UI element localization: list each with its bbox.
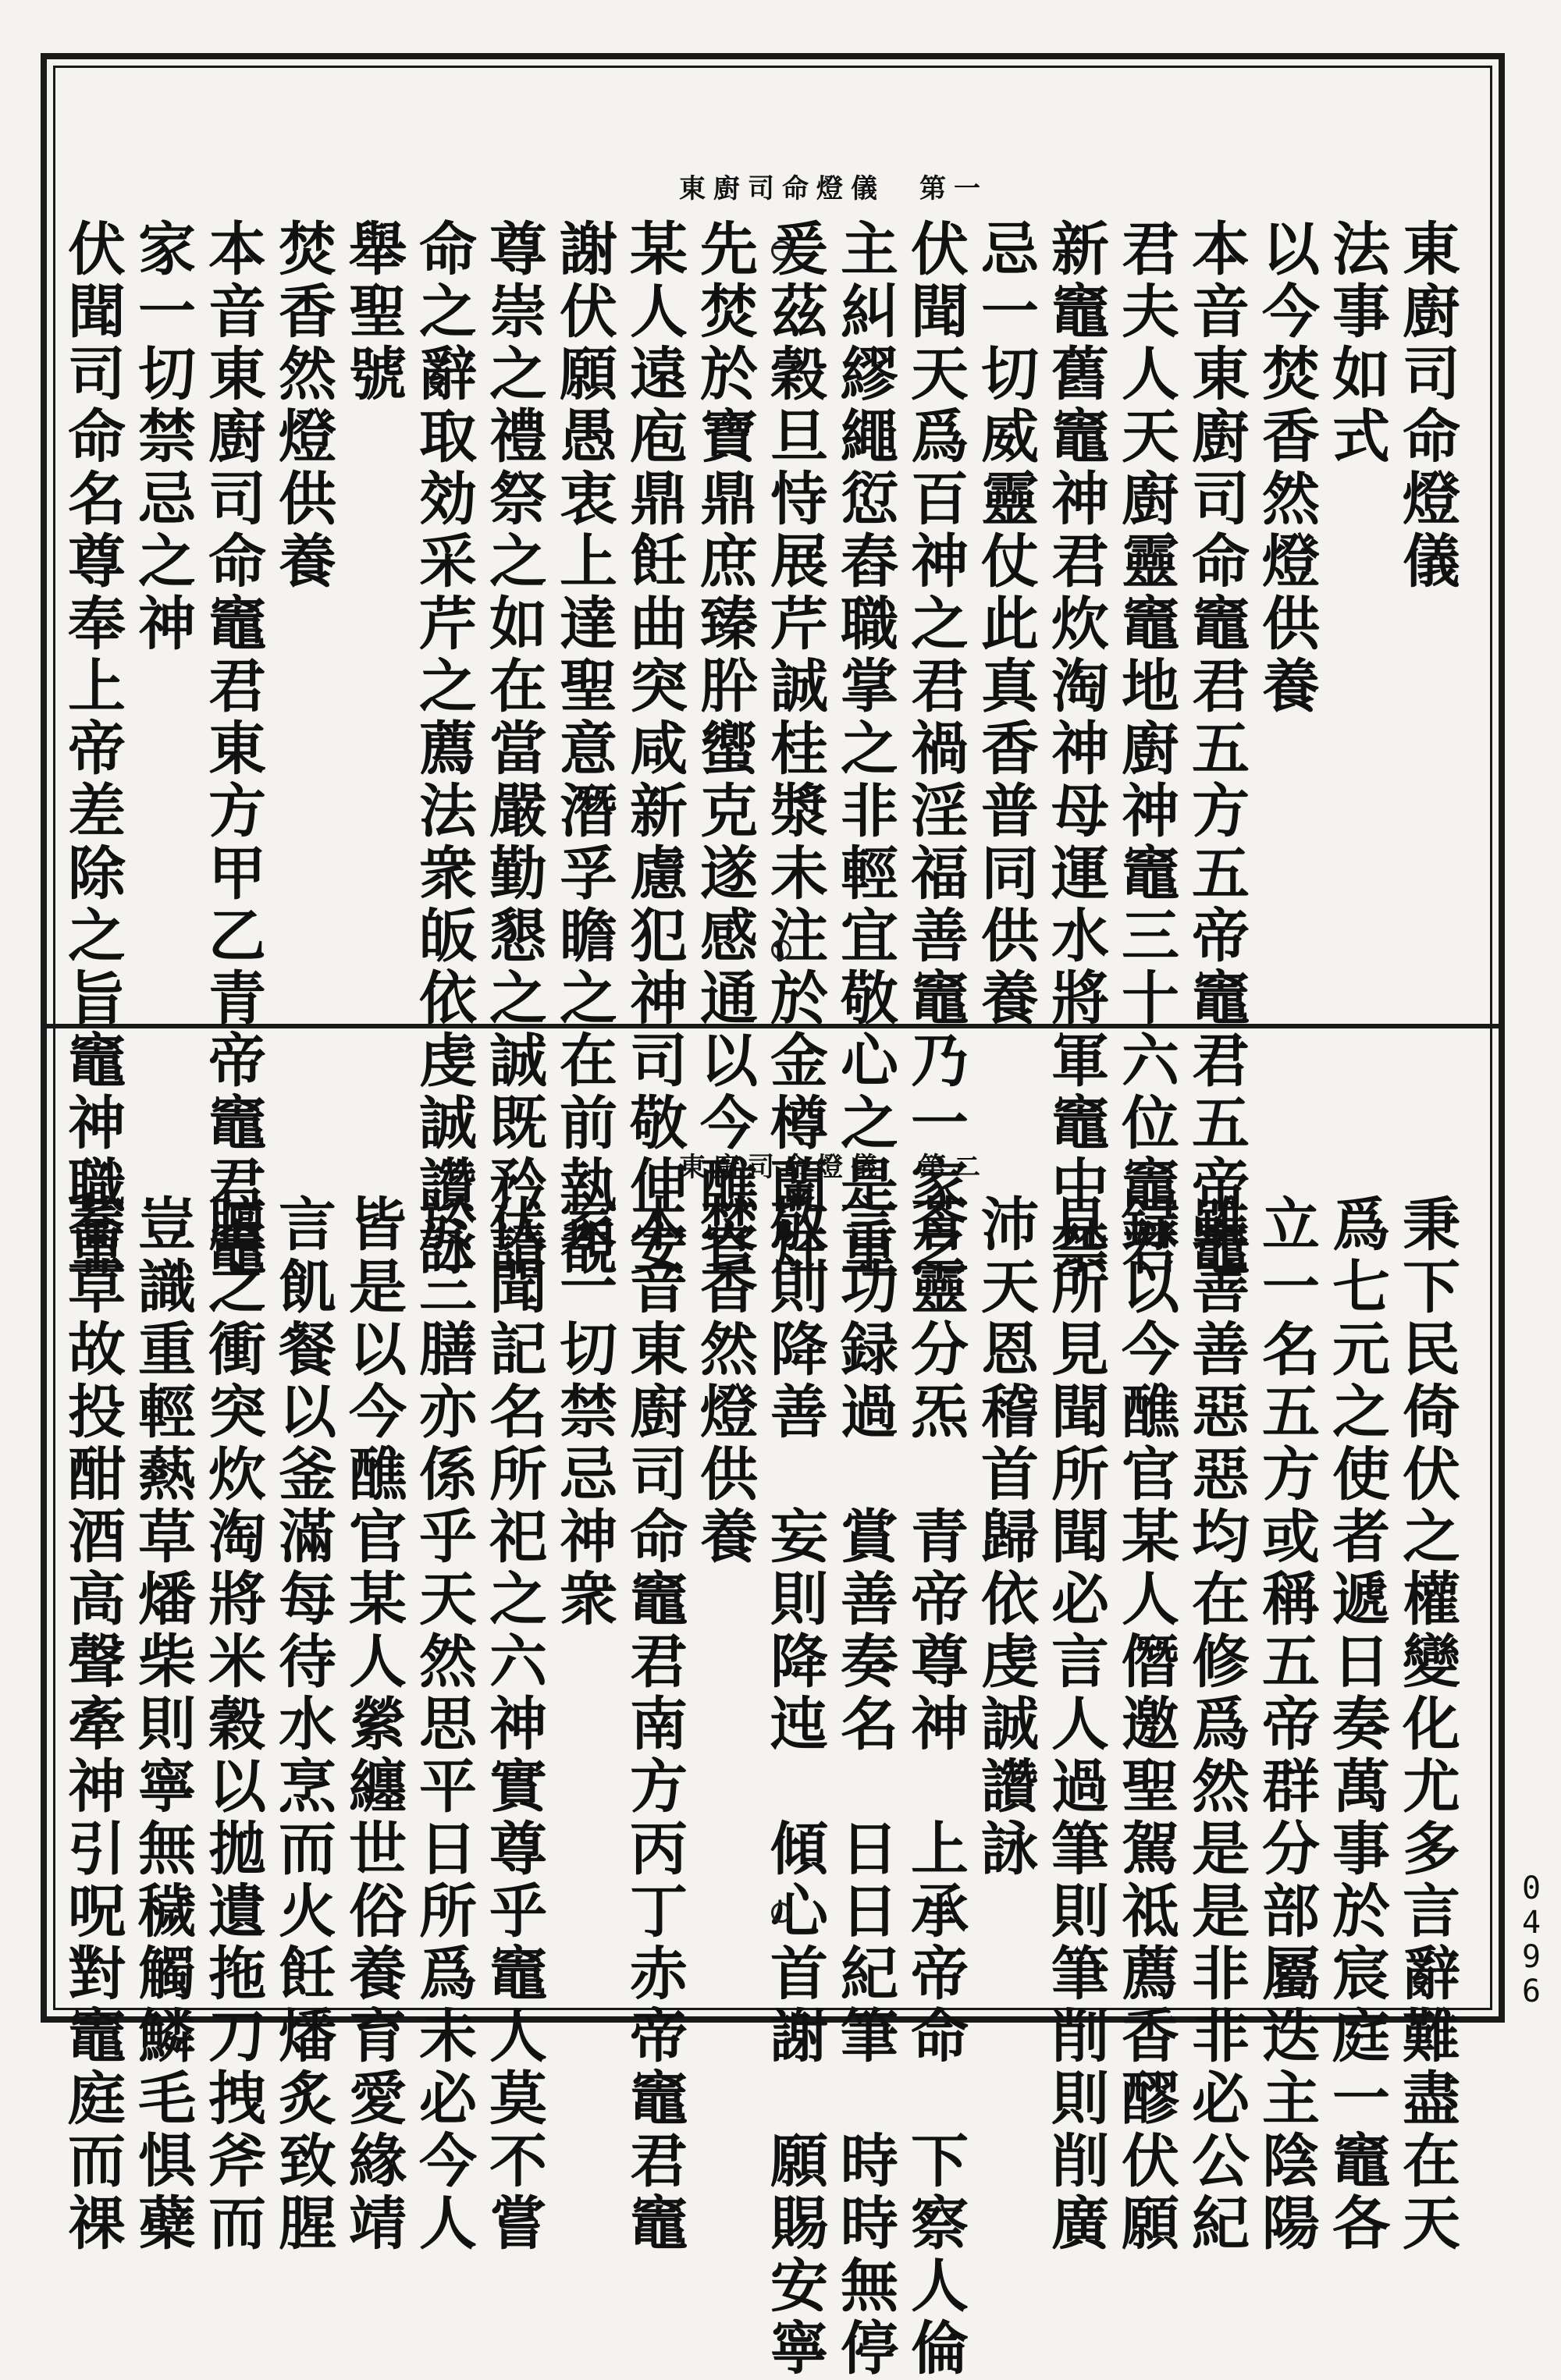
text-column: 某人遠庖鼎飪曲突咸新慮犯神司敬伸安 — [620, 218, 688, 1280]
text-column: 新竈舊竈神君炊淘神母運水將軍竈中禁 — [1042, 218, 1109, 1280]
text-column: 本音東廚司命竈君東方甲乙青帝竈君竈 — [199, 218, 266, 1280]
text-column: 於三膳亦係乎天然思平日所爲未必今人 — [410, 1194, 477, 2255]
page-header-top: 東廚司命燈儀 第一 — [679, 173, 988, 204]
page-number: 0 4 9 6 — [1521, 1870, 1541, 2009]
text-column: 家一切禁忌神衆 — [550, 1194, 617, 1631]
text-column: 本音東廚司命竈君五方五帝竈君五帝竈 — [1182, 218, 1250, 1280]
text-column: 豈識重輕爇草燔柴則寧無穢觸鱗毛惧蘗 — [129, 1194, 196, 2255]
text-column: 先焚於寶鼎庶臻肸蠁克遂感通以今醮官 — [691, 218, 758, 1280]
text-column: 謝伏願愚衷上達聖意潛孚瞻之在前執覩 — [550, 218, 617, 1280]
text-column: 伏聞記名所祀之六神實尊乎竈人莫不嘗 — [480, 1194, 547, 2255]
annotation-circle — [771, 240, 791, 261]
annotation-circle — [771, 1902, 791, 1923]
text-column: 尊崇之禮祭之如在當嚴勤懇之誠既矜請 — [480, 218, 547, 1280]
annotation-circle — [771, 940, 791, 960]
text-column: 主糾繆繩愆舂職掌之非輕宜敬心之是重 — [831, 218, 898, 1280]
text-column: 雖善善惡惡均在修爲然是是非非必公紀 — [1182, 1194, 1250, 2255]
text-column: 舉聖號 — [340, 218, 407, 406]
text-column: 膻之衝突炊淘將米穀以拋遺拖刀拽斧而 — [199, 1194, 266, 2255]
text-column: 言飢餐以釜滿每待水烹而火飪燔炙致腥 — [269, 1194, 336, 2255]
text-column: 家一切禁忌之神 — [129, 218, 196, 655]
text-column: 言功録過 賞善奏名 日日紀筆 時時無停 — [831, 1194, 898, 2380]
text-column: 録以今醮官某人僭邀聖駕祗薦香醪伏願 — [1112, 1194, 1179, 2255]
text-column: 爲七元之使者遞日奏萬事於宸庭一竈各 — [1323, 1194, 1390, 2255]
text-column: 見所見聞所聞必言人過筆則筆削則削廣 — [1042, 1194, 1109, 2255]
text-column: 伏聞天爲百神之君禍淫福善竈乃一家之 — [901, 218, 969, 1280]
text-column: 焚香然燈供養 — [269, 218, 336, 593]
text-column: 蕎草故投酣酒高聲牽神引呪對竈庭而祼 — [59, 1194, 126, 2255]
text-column: 東廚司命燈儀 — [1393, 218, 1460, 593]
text-column: 以今焚香然燈供養 — [1253, 218, 1320, 718]
text-column: 敬則降善 妄則降迍 傾心首謝 願賜安寧 — [761, 1194, 828, 2380]
text-column: 伏聞司命名尊奉上帝差除之旨竈神職重 — [59, 218, 126, 1280]
page-header-bottom: 東廚司命燈儀 第二 — [679, 1152, 988, 1183]
text-column: 焚香然燈供養 — [691, 1194, 758, 1568]
text-column: 皆是以今醮官某人縈纏世俗養育愛緣靖 — [340, 1194, 407, 2255]
text-column: 沛天恩稽首歸依虔誠讚詠 — [972, 1194, 1039, 1881]
text-column: 蒼靈分炁 青帝尊神 上承帝命 下察人倫 — [901, 1194, 969, 2380]
text-column: 立一名五方或稱五帝群分部屬迭主陰陽 — [1253, 1194, 1320, 2255]
text-column: 法事如式 — [1323, 218, 1390, 468]
text-column: 本音東廚司命竈君南方丙丁赤帝竈君竈 — [620, 1194, 688, 2255]
text-column: 爰茲穀旦恃展芹誠桂漿未注於金樽蘭炷 — [761, 218, 828, 1280]
text-column: 忌一切威靈仗此真香普同供養 — [972, 218, 1039, 1030]
text-column: 君夫人天廚靈竈地廚神竈三十六位竈君 — [1112, 218, 1179, 1280]
text-column: 秉下民倚伏之權變化尤多言辭難盡在天 — [1393, 1194, 1460, 2255]
text-column: 命之辭取効采芹之薦法衆皈依虔誠讚詠 — [410, 218, 477, 1280]
